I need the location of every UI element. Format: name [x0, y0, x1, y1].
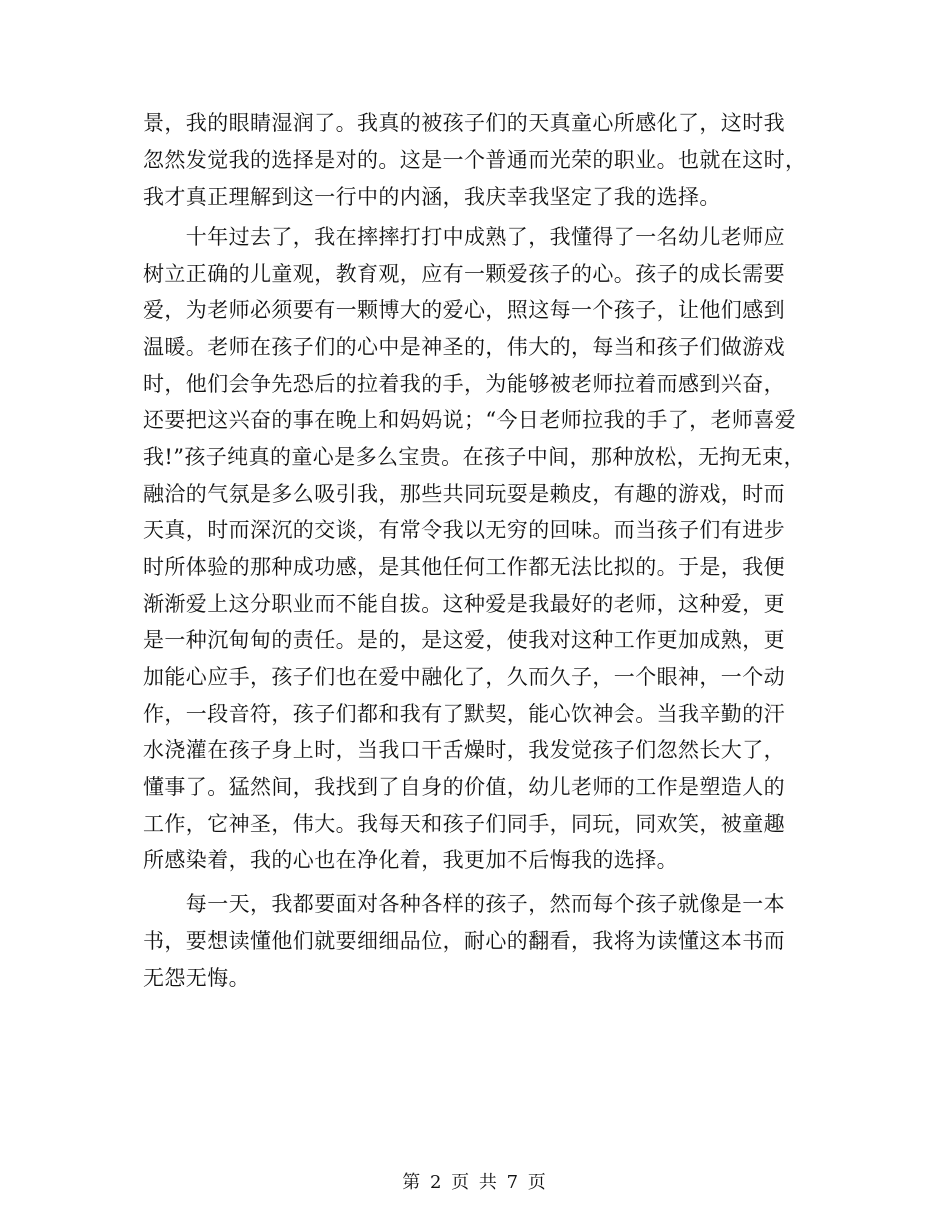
text-line: 懂事了。猛然间，我找到了自身的价值，幼儿老师的工作是塑造人的: [143, 775, 785, 799]
page-number-footer: 第 2 页 共 7 页: [402, 1172, 548, 1193]
text-line: 天真，时而深沉的交谈，有常令我以无穷的回味。而当孩子们有进步: [143, 518, 785, 542]
text-line: 十年过去了，我在摔摔打打中成熟了，我懂得了一名幼儿老师应: [143, 225, 785, 249]
text-line: 我!”孩子纯真的童心是多么宝贵。在孩子中间，那种放松，无拘无束，: [143, 445, 805, 469]
text-line: 是一种沉甸甸的责任。是的，是这爱，使我对这种工作更加成熟，更: [143, 628, 785, 652]
text-line: 树立正确的儿童观，教育观，应有一颗爱孩子的心。孩子的成长需要: [143, 262, 785, 286]
text-line: 时所体验的那种成功感，是其他任何工作都无法比拟的。于是，我便: [143, 555, 785, 579]
text-line: 我才真正理解到这一行中的内涵，我庆幸我坚定了我的选择。: [143, 185, 721, 209]
text-line: 渐渐爱上这分职业而不能自拔。这种爱是我最好的老师，这种爱，更: [143, 592, 785, 616]
text-line: 加能心应手，孩子们也在爱中融化了，久而久子，一个眼神，一个动: [143, 665, 785, 689]
text-line: 水浇灌在孩子身上时，当我口干舌燥时，我发觉孩子们忽然长大了，: [143, 738, 785, 762]
text-line: 工作，它神圣，伟大。我每天和孩子们同手，同玩，同欢笑，被童趣: [143, 812, 785, 836]
text-line: 还要把这兴奋的事在晚上和妈妈说；“今日老师拉我的手了，老师喜爱: [143, 408, 797, 432]
text-line: 融洽的气氛是多么吸引我，那些共同玩耍是赖皮，有趣的游戏，时而: [143, 482, 785, 506]
text-line: 爱，为老师必须要有一颗博大的爱心，照这每一个孩子，让他们感到: [143, 298, 785, 322]
text-line: 作，一段音符，孩子们都和我有了默契，能心饮神会。当我辛勤的汗: [143, 702, 785, 726]
text-line: 所感染着，我的心也在净化着，我更加不后悔我的选择。: [143, 848, 678, 872]
text-line: 无怨无悔。: [143, 966, 250, 990]
text-line: 每一天，我都要面对各种各样的孩子，然而每个孩子就像是一本: [143, 892, 785, 916]
text-line: 忽然发觉我的选择是对的。这是一个普通而光荣的职业。也就在这时，: [143, 148, 807, 172]
text-line: 景，我的眼睛湿润了。我真的被孩子们的天真童心所感化了，这时我: [143, 111, 785, 135]
text-line: 书，要想读懂他们就要细细品位，耐心的翻看，我将为读懂这本书而: [143, 929, 785, 953]
text-line: 温暖。老师在孩子们的心中是神圣的，伟大的，每当和孩子们做游戏: [143, 335, 785, 359]
text-line: 时，他们会争先恐后的拉着我的手，为能够被老师拉着而感到兴奋，: [143, 372, 785, 396]
